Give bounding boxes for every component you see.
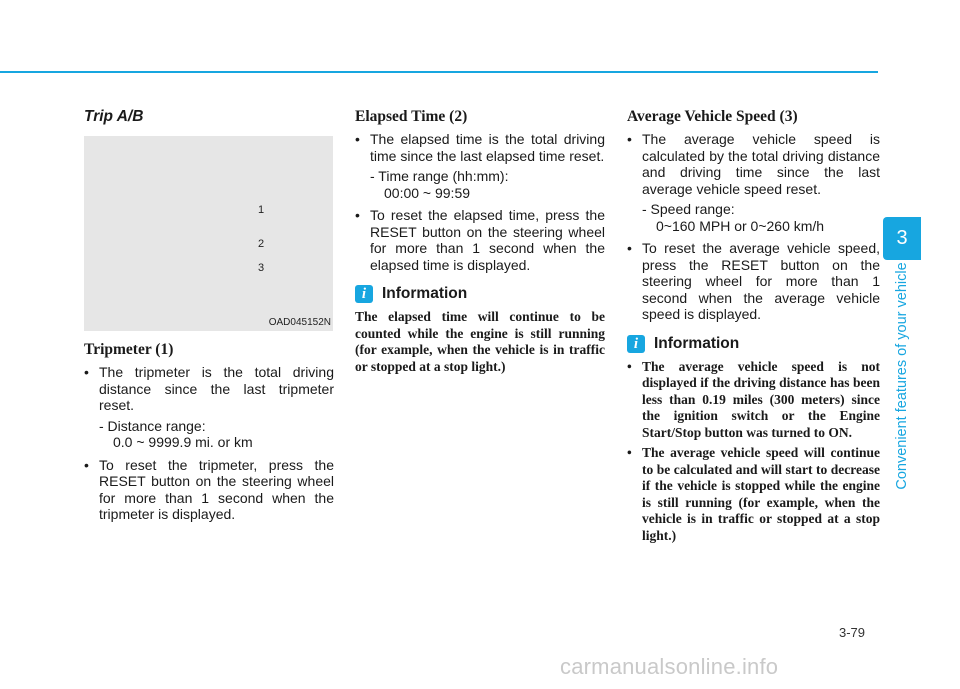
tripmeter-definition-text: The tripmeter is the total driving distance since the last tripmeter reset. bbox=[99, 364, 334, 413]
column-elapsed-time bbox=[355, 108, 605, 375]
average-speed-bullet-definition bbox=[627, 131, 880, 197]
elapsed-time-bullet-definition bbox=[355, 131, 605, 164]
elapsed-time-info-text: The elapsed time will continue to be counted while the engine is still running (for example, when the vehicle is in traffic or stopped at a stop light.) bbox=[355, 309, 605, 374]
elapsed-time-definition-text: The elapsed time is the total driving time since the last elapsed time reset. bbox=[370, 131, 605, 164]
tripmeter-bullet-reset bbox=[84, 457, 334, 523]
tripmeter-list bbox=[84, 364, 334, 414]
chapter-title: Convenient features of your vehicle bbox=[894, 262, 910, 490]
elapsed-time-range-value: 00:00 ~ 99:59 bbox=[384, 184, 471, 201]
average-speed-bullet-reset bbox=[627, 240, 880, 323]
tripmeter-bullet-definition bbox=[84, 364, 334, 414]
information-icon: i bbox=[355, 285, 373, 303]
tripmeter-range bbox=[84, 418, 334, 451]
average-speed-range-value: 0~160 MPH or 0~260 km/h bbox=[656, 217, 825, 234]
tripmeter-reset-list bbox=[84, 457, 334, 523]
average-speed-reset-text: To reset the average vehicle speed, press the RESET button on the steering wheel for more than 1 second when the average vehicle speed is displayed. bbox=[642, 240, 880, 322]
average-speed-info-bullet: • The average vehicle speed will continue to be calculated and will start to decrease if the vehicle is stopped while the engine is still running (for example, when the vehicle is in traffic or stopped at a stop light.) bbox=[627, 445, 880, 544]
chapter-number-tab: 3 bbox=[883, 217, 921, 260]
average-speed-info-bullet: • The average vehicle speed is not displayed if the driving distance has been less than 0.19 miles (300 meters) since the ignition switch or the Engine Start/Stop button was turned to ON. bbox=[627, 359, 880, 442]
figure-code: OAD045152N bbox=[268, 317, 331, 328]
average-speed-range-label: - Speed range: bbox=[642, 201, 735, 217]
callout-1: 1 bbox=[258, 204, 265, 216]
elapsed-time-info-title: Information bbox=[382, 285, 468, 302]
column-trip-ab bbox=[84, 108, 334, 527]
elapsed-time-reset-list bbox=[355, 207, 605, 273]
average-speed-reset-list bbox=[627, 240, 880, 323]
average-speed-info-title: Information bbox=[654, 334, 740, 352]
elapsed-time-range-label: - Time range (hh:mm): bbox=[370, 168, 509, 184]
tripmeter-title: Tripmeter (1) bbox=[84, 341, 174, 358]
average-speed-info-list bbox=[627, 359, 880, 545]
tripmeter-range-value: 0.0 ~ 9999.9 mi. or km bbox=[113, 434, 253, 450]
average-speed-info-header bbox=[627, 335, 880, 353]
elapsed-time-reset-text: To reset the elapsed time, press the RESET button on the steering wheel for more than 1 second when the elapsed time is displayed. bbox=[370, 207, 605, 273]
average-speed-list bbox=[627, 131, 880, 197]
information-icon: i bbox=[627, 335, 645, 353]
average-speed-range bbox=[627, 201, 880, 234]
average-speed-definition-text: The average vehicle speed is calculated by the total driving distance and driving time since the last average vehicle speed reset. bbox=[642, 131, 880, 197]
elapsed-time-info-header bbox=[355, 285, 605, 303]
callout-2: 2 bbox=[258, 238, 265, 250]
elapsed-time-list bbox=[355, 131, 605, 164]
trip-ab-title: Trip A/B bbox=[84, 108, 144, 125]
elapsed-time-bullet-reset bbox=[355, 207, 605, 273]
average-speed-title: Average Vehicle Speed (3) bbox=[627, 108, 798, 125]
elapsed-time-range bbox=[355, 168, 605, 201]
header-rule bbox=[0, 71, 878, 73]
tripmeter-reset-text: To reset the tripmeter, press the RESET button on the steering wheel for more than 1 second when the tripmeter is displayed. bbox=[99, 456, 334, 522]
column-average-speed bbox=[627, 108, 880, 548]
page-number: 3-79 bbox=[839, 625, 866, 640]
watermark-text: carmanualsonline.info bbox=[560, 654, 779, 679]
elapsed-time-title: Elapsed Time (2) bbox=[355, 108, 468, 125]
tripmeter-range-label: - Distance range: bbox=[99, 417, 206, 434]
cluster-display-figure bbox=[84, 136, 333, 331]
callout-3: 3 bbox=[258, 262, 265, 274]
